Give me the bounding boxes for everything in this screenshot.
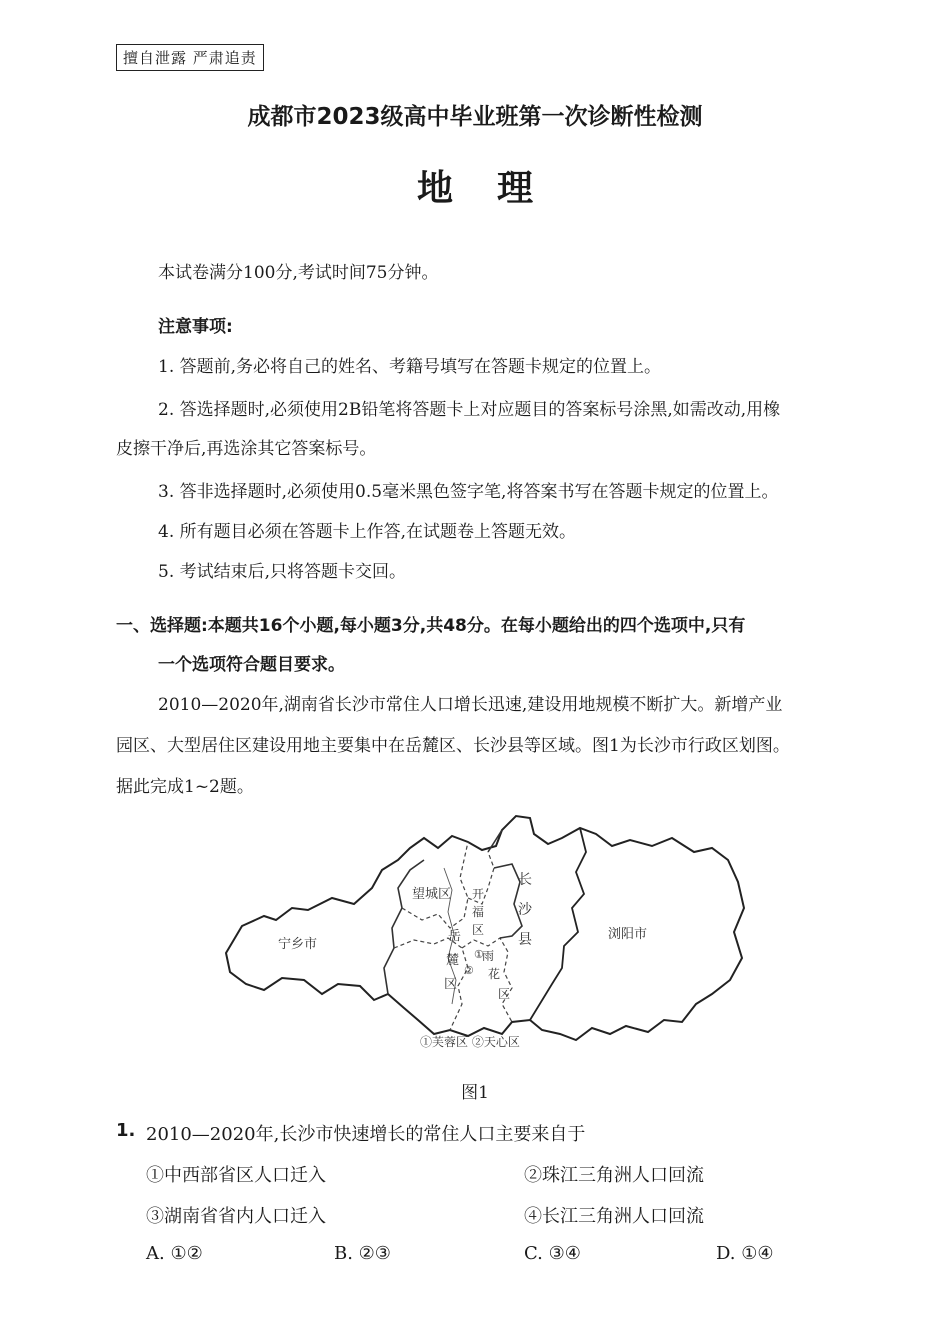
map-marker-tianxin: ②: [464, 964, 474, 977]
passage-line: 园区、大型居住区建设用地主要集中在岳麓区、长沙县等区域。图1为长沙市行政区划图。: [116, 736, 790, 756]
question-item: ②珠江三角洲人口回流: [524, 1165, 704, 1186]
changsha-admin-map: [212, 808, 752, 1056]
question-stem: 2010—2020年,长沙市快速增长的常住人口主要来自于: [146, 1124, 586, 1145]
map-label-yuelu: 麓: [446, 953, 460, 968]
map-label-yuelu: 区: [444, 977, 458, 992]
map-label-ningxiang: 宁乡市: [278, 937, 318, 952]
liuyang-boundary: [530, 828, 586, 1020]
exam-title: 成都市2023级高中毕业班第一次诊断性检测: [247, 104, 703, 130]
map-label-yuhua: 花: [488, 967, 501, 981]
exam-intro: 本试卷满分100分,考试时间75分钟。: [158, 263, 439, 283]
section-heading: 一、选择题:本题共16个小题,每小题3分,共48分。在每小题给出的四个选项中,只有: [116, 616, 746, 636]
map-label-kaifu: 福: [472, 905, 485, 919]
notice-heading: 注意事项:: [158, 317, 233, 337]
passage-line: 据此完成1~2题。: [116, 777, 254, 797]
map-label-yuelu: 岳: [448, 929, 462, 944]
question-item: ③湖南省省内人口迁入: [146, 1206, 326, 1227]
option-d: D. ①④: [716, 1243, 774, 1264]
map-marker-furong: ①: [474, 948, 484, 961]
notice-item: 2. 答选择题时,必须使用2B铅笔将答题卡上对应题目的答案标号涂黑,如需改动,用橡: [158, 400, 781, 420]
notice-item: 3. 答非选择题时,必须使用0.5毫米黑色签字笔,将答案书写在答题卡规定的位置上。: [158, 482, 779, 502]
figure-caption: 图1: [461, 1083, 489, 1103]
ningxiang-boundary: [384, 860, 424, 994]
option-b: B. ②③: [334, 1243, 391, 1264]
map-label-liuyang: 浏阳市: [608, 927, 648, 942]
question-number: 1.: [116, 1120, 136, 1141]
passage-line: 2010—2020年,湖南省长沙市常住人口增长迅速,建设用地规模不断扩大。新增产业: [158, 695, 783, 715]
notice-item: 1. 答题前,务必将自己的姓名、考籍号填写在答题卡规定的位置上。: [158, 357, 662, 377]
map-label-yuhua: 雨: [482, 949, 495, 963]
map-label-changsha: 沙: [518, 902, 532, 918]
city-boundary: [226, 816, 744, 1040]
notice-item: 5. 考试结束后,只将答题卡交回。: [158, 562, 407, 582]
map-label-kaifu: 开: [472, 887, 485, 901]
notice-item-continued: 皮擦干净后,再选涂其它答案标号。: [116, 439, 377, 459]
map-legend: ①芙蓉区 ②天心区: [420, 1035, 520, 1049]
confidential-stamp: 擅自泄露 严肃追责: [116, 44, 264, 71]
map-label-changsha: 长: [518, 872, 532, 888]
option-c: C. ③④: [524, 1243, 581, 1264]
map-label-wangcheng: 望城区: [412, 887, 452, 902]
notice-item: 4. 所有题目必须在答题卡上作答,在试题卷上答题无效。: [158, 522, 577, 542]
map-label-yuhua: 区: [498, 987, 511, 1001]
map-label-kaifu: 区: [472, 923, 485, 937]
option-a: A. ①②: [146, 1243, 203, 1264]
question-item: ④长江三角洲人口回流: [524, 1206, 704, 1227]
map-label-changsha: 县: [518, 932, 532, 948]
section-heading-continued: 一个选项符合题目要求。: [158, 655, 345, 675]
question-item: ①中西部省区人口迁入: [146, 1165, 326, 1186]
subject-title: 地理: [416, 168, 577, 209]
wangcheng-boundary: [402, 842, 468, 928]
